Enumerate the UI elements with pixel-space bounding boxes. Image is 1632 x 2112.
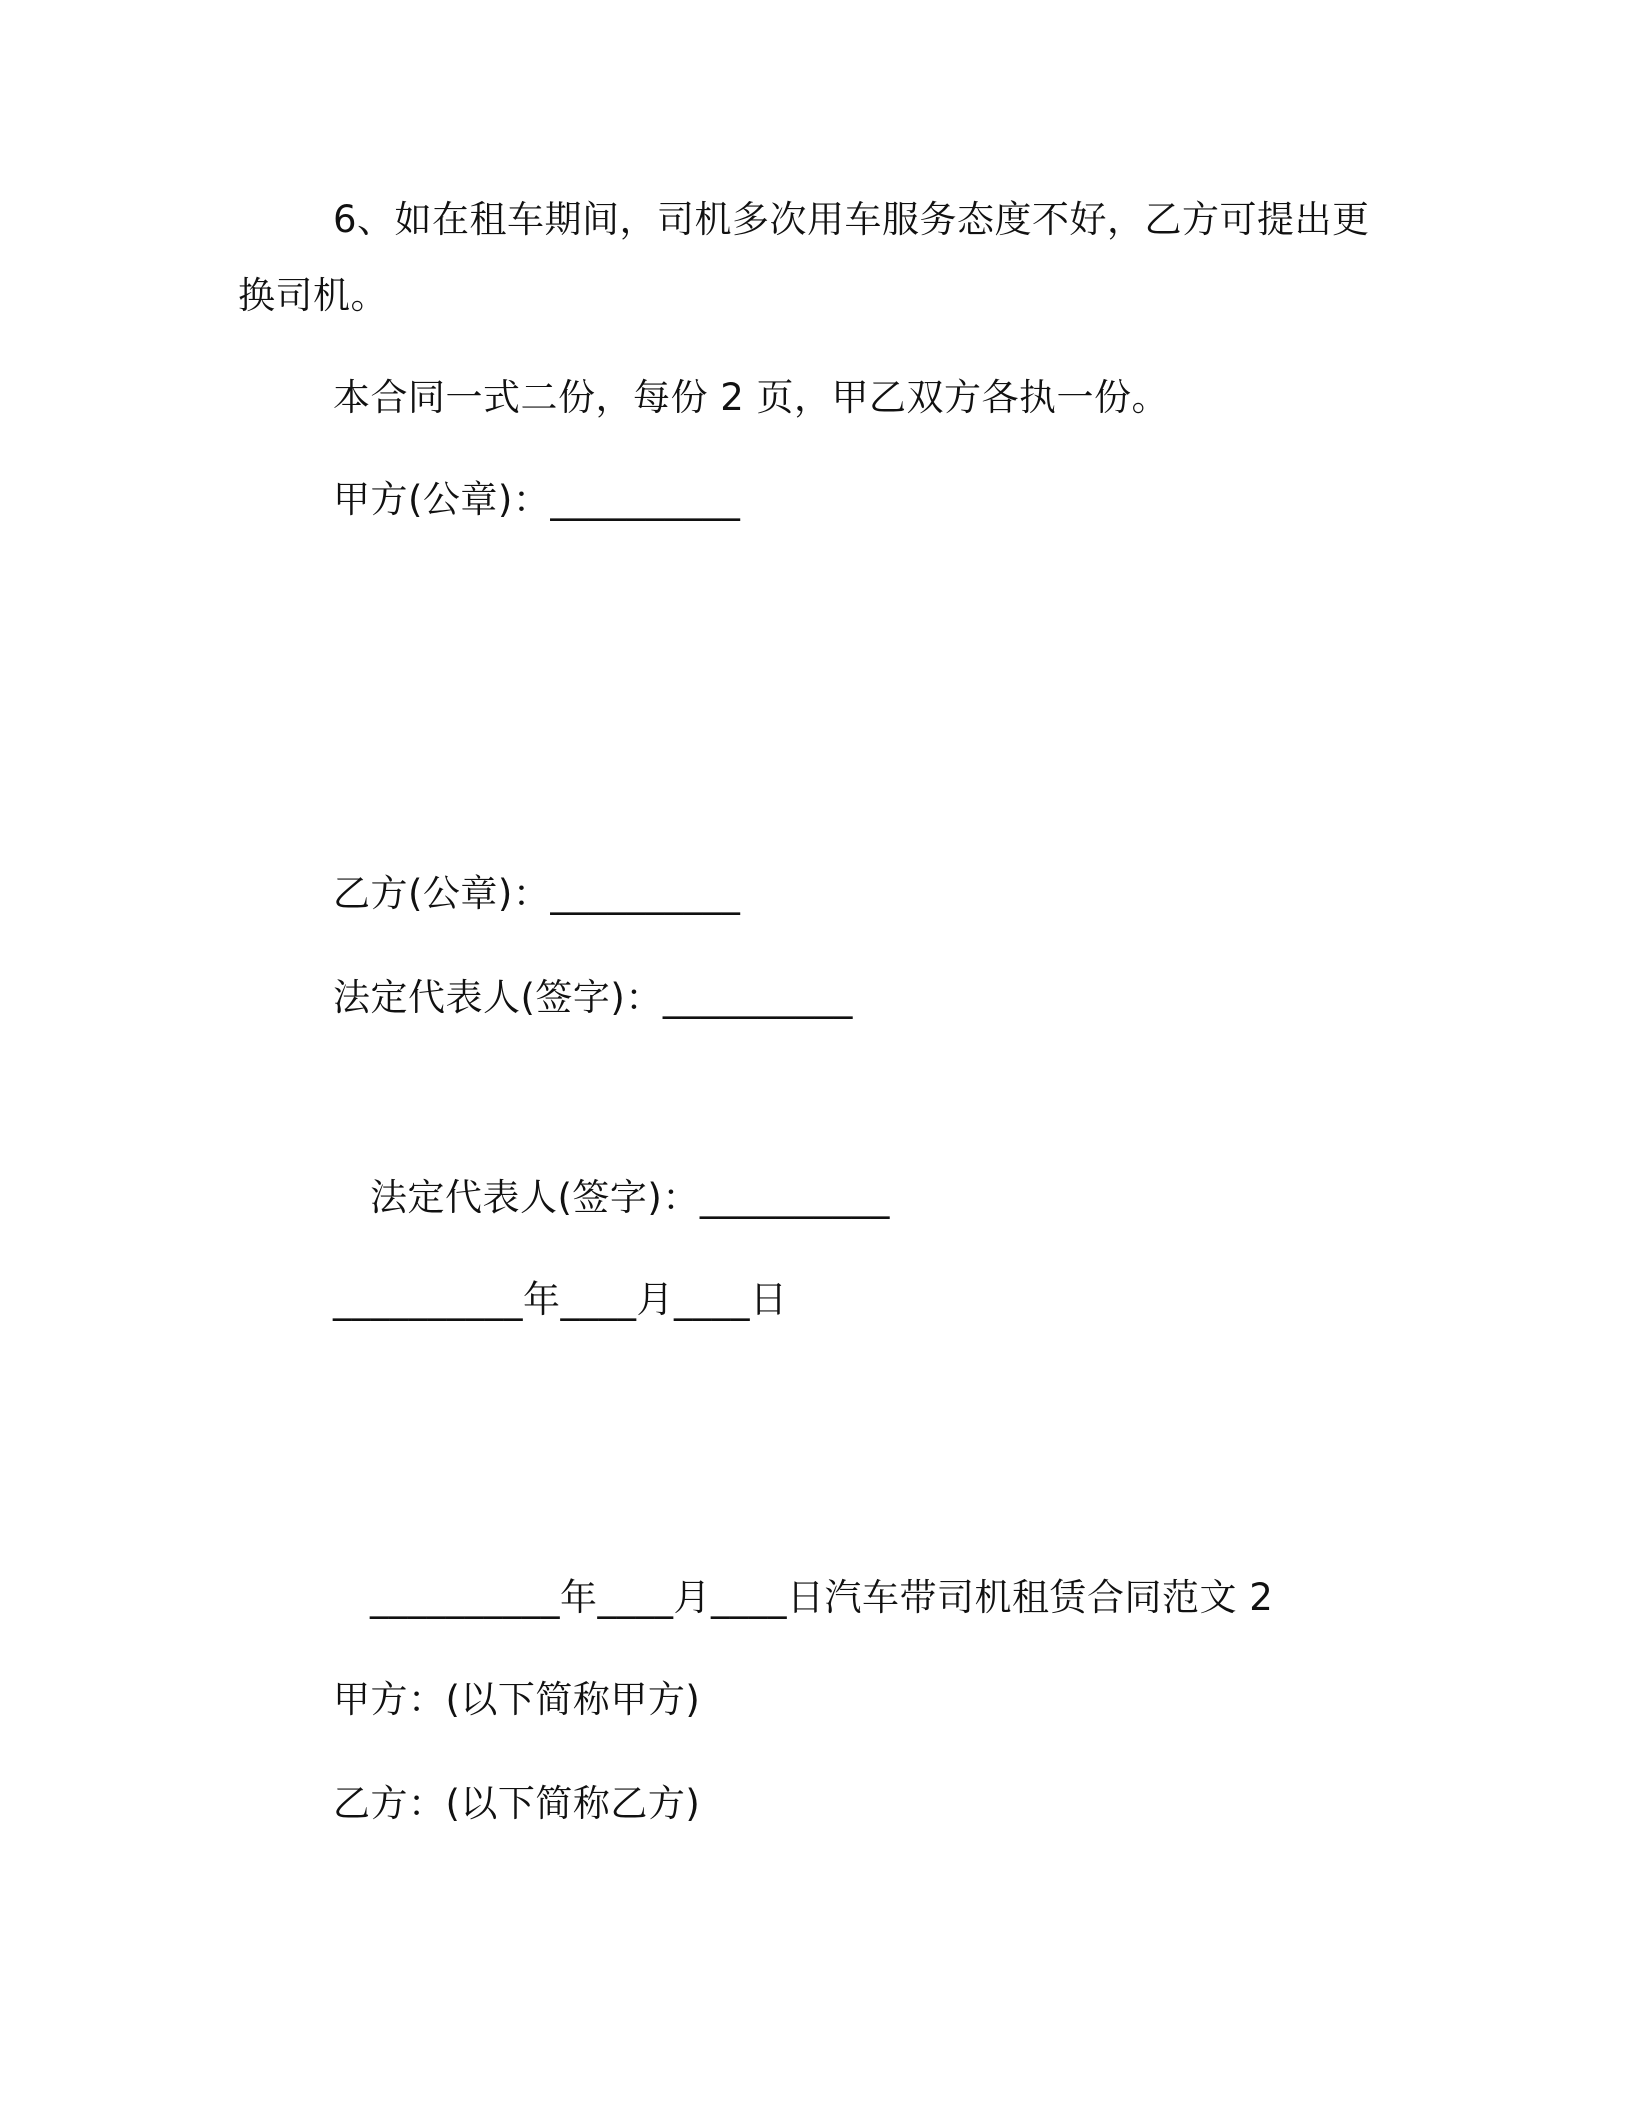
date-title-line: __________年____月____日汽车带司机租赁合同范文 2 xyxy=(370,1576,1274,1619)
legal-rep-signature-line-2: 法定代表人(签字)：__________ xyxy=(370,1176,890,1219)
clause-6-line-2: 换司机。 xyxy=(238,274,388,317)
party-a-seal-line: 甲方(公章)：__________ xyxy=(333,478,741,521)
copies-statement: 本合同一式二份，每份 2 页，甲乙双方各执一份。 xyxy=(333,376,1170,419)
party-a-intro: 甲方：(以下简称甲方) xyxy=(333,1678,701,1721)
party-b-intro: 乙方：(以下简称乙方) xyxy=(333,1782,701,1825)
date-line-1: __________年____月____日 xyxy=(333,1278,788,1321)
party-b-seal-line: 乙方(公章)：__________ xyxy=(333,872,741,915)
clause-6-line-1: 6、如在租车期间，司机多次用车服务态度不好，乙方可提出更 xyxy=(333,198,1370,241)
legal-rep-signature-line-1: 法定代表人(签字)：__________ xyxy=(333,976,853,1019)
